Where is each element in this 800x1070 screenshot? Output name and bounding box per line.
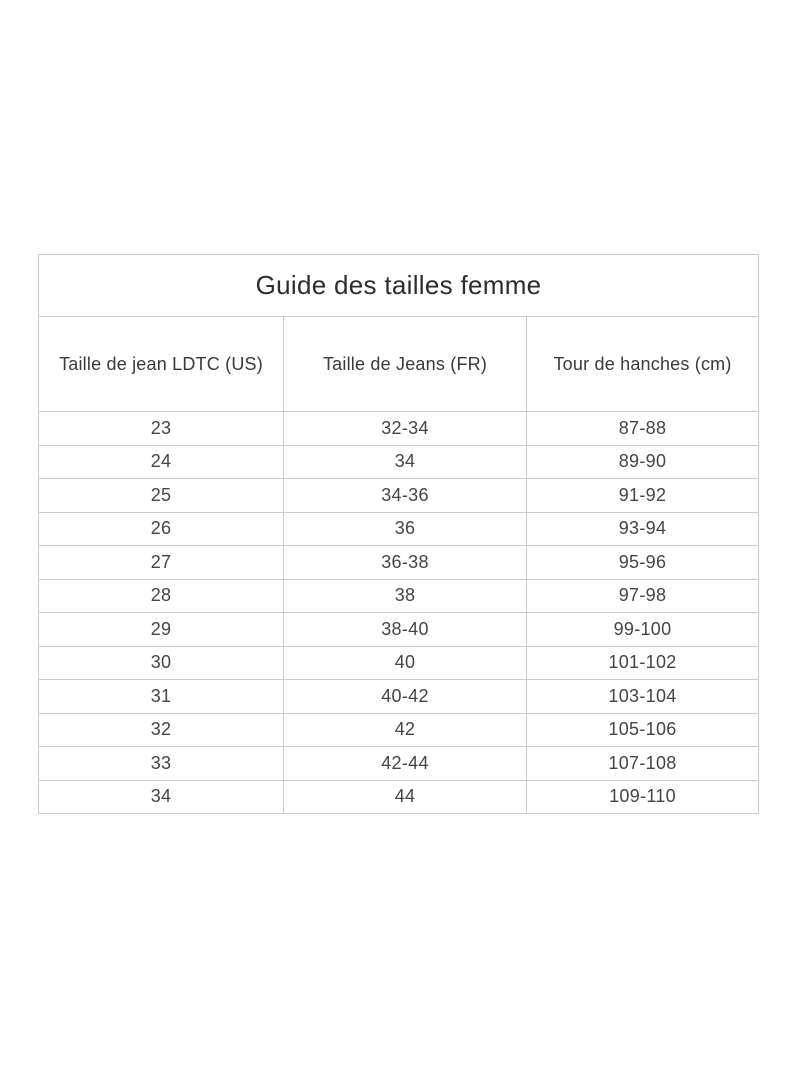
table-row: [39, 646, 759, 680]
cell-fr-size: 40: [284, 646, 527, 680]
table-body: [39, 412, 759, 814]
cell-fr-size: 38-40: [284, 613, 527, 647]
title-row: [39, 255, 759, 317]
table-row: [39, 747, 759, 781]
column-header-us-size: Taille de jean LDTC (US): [39, 317, 284, 412]
cell-fr-size: 38: [284, 579, 527, 613]
cell-fr-size: 36-38: [284, 546, 527, 580]
table-row: [39, 613, 759, 647]
cell-us-size: 27: [39, 546, 284, 580]
cell-hips-cm: 101-102: [527, 646, 759, 680]
cell-us-size: 28: [39, 579, 284, 613]
cell-us-size: 30: [39, 646, 284, 680]
cell-hips-cm: 87-88: [527, 412, 759, 446]
column-header-fr-size: Taille de Jeans (FR): [284, 317, 527, 412]
cell-hips-cm: 105-106: [527, 713, 759, 747]
cell-us-size: 32: [39, 713, 284, 747]
cell-us-size: 33: [39, 747, 284, 781]
size-guide-table: [38, 254, 758, 814]
column-header-hips-cm: Tour de hanches (cm): [527, 317, 759, 412]
cell-us-size: 26: [39, 512, 284, 546]
cell-hips-cm: 91-92: [527, 479, 759, 513]
cell-us-size: 25: [39, 479, 284, 513]
cell-fr-size: 34-36: [284, 479, 527, 513]
table-head: [39, 255, 759, 412]
cell-fr-size: 36: [284, 512, 527, 546]
cell-fr-size: 34: [284, 445, 527, 479]
cell-hips-cm: 103-104: [527, 680, 759, 714]
cell-us-size: 34: [39, 780, 284, 814]
cell-hips-cm: 89-90: [527, 445, 759, 479]
cell-fr-size: 32-34: [284, 412, 527, 446]
header-row: [39, 317, 759, 412]
cell-fr-size: 44: [284, 780, 527, 814]
cell-fr-size: 42-44: [284, 747, 527, 781]
table-row: [39, 445, 759, 479]
table-row: [39, 713, 759, 747]
table-row: [39, 512, 759, 546]
cell-us-size: 31: [39, 680, 284, 714]
cell-fr-size: 42: [284, 713, 527, 747]
size-guide: [38, 254, 759, 814]
cell-us-size: 23: [39, 412, 284, 446]
cell-hips-cm: 95-96: [527, 546, 759, 580]
cell-hips-cm: 107-108: [527, 747, 759, 781]
table-row: [39, 412, 759, 446]
table-row: [39, 579, 759, 613]
cell-us-size: 24: [39, 445, 284, 479]
table-row: [39, 546, 759, 580]
table-row: [39, 680, 759, 714]
cell-hips-cm: 99-100: [527, 613, 759, 647]
cell-hips-cm: 97-98: [527, 579, 759, 613]
cell-fr-size: 40-42: [284, 680, 527, 714]
cell-hips-cm: 93-94: [527, 512, 759, 546]
table-row: [39, 479, 759, 513]
table-row: [39, 780, 759, 814]
cell-us-size: 29: [39, 613, 284, 647]
cell-hips-cm: 109-110: [527, 780, 759, 814]
table-title: Guide des tailles femme: [39, 255, 759, 317]
